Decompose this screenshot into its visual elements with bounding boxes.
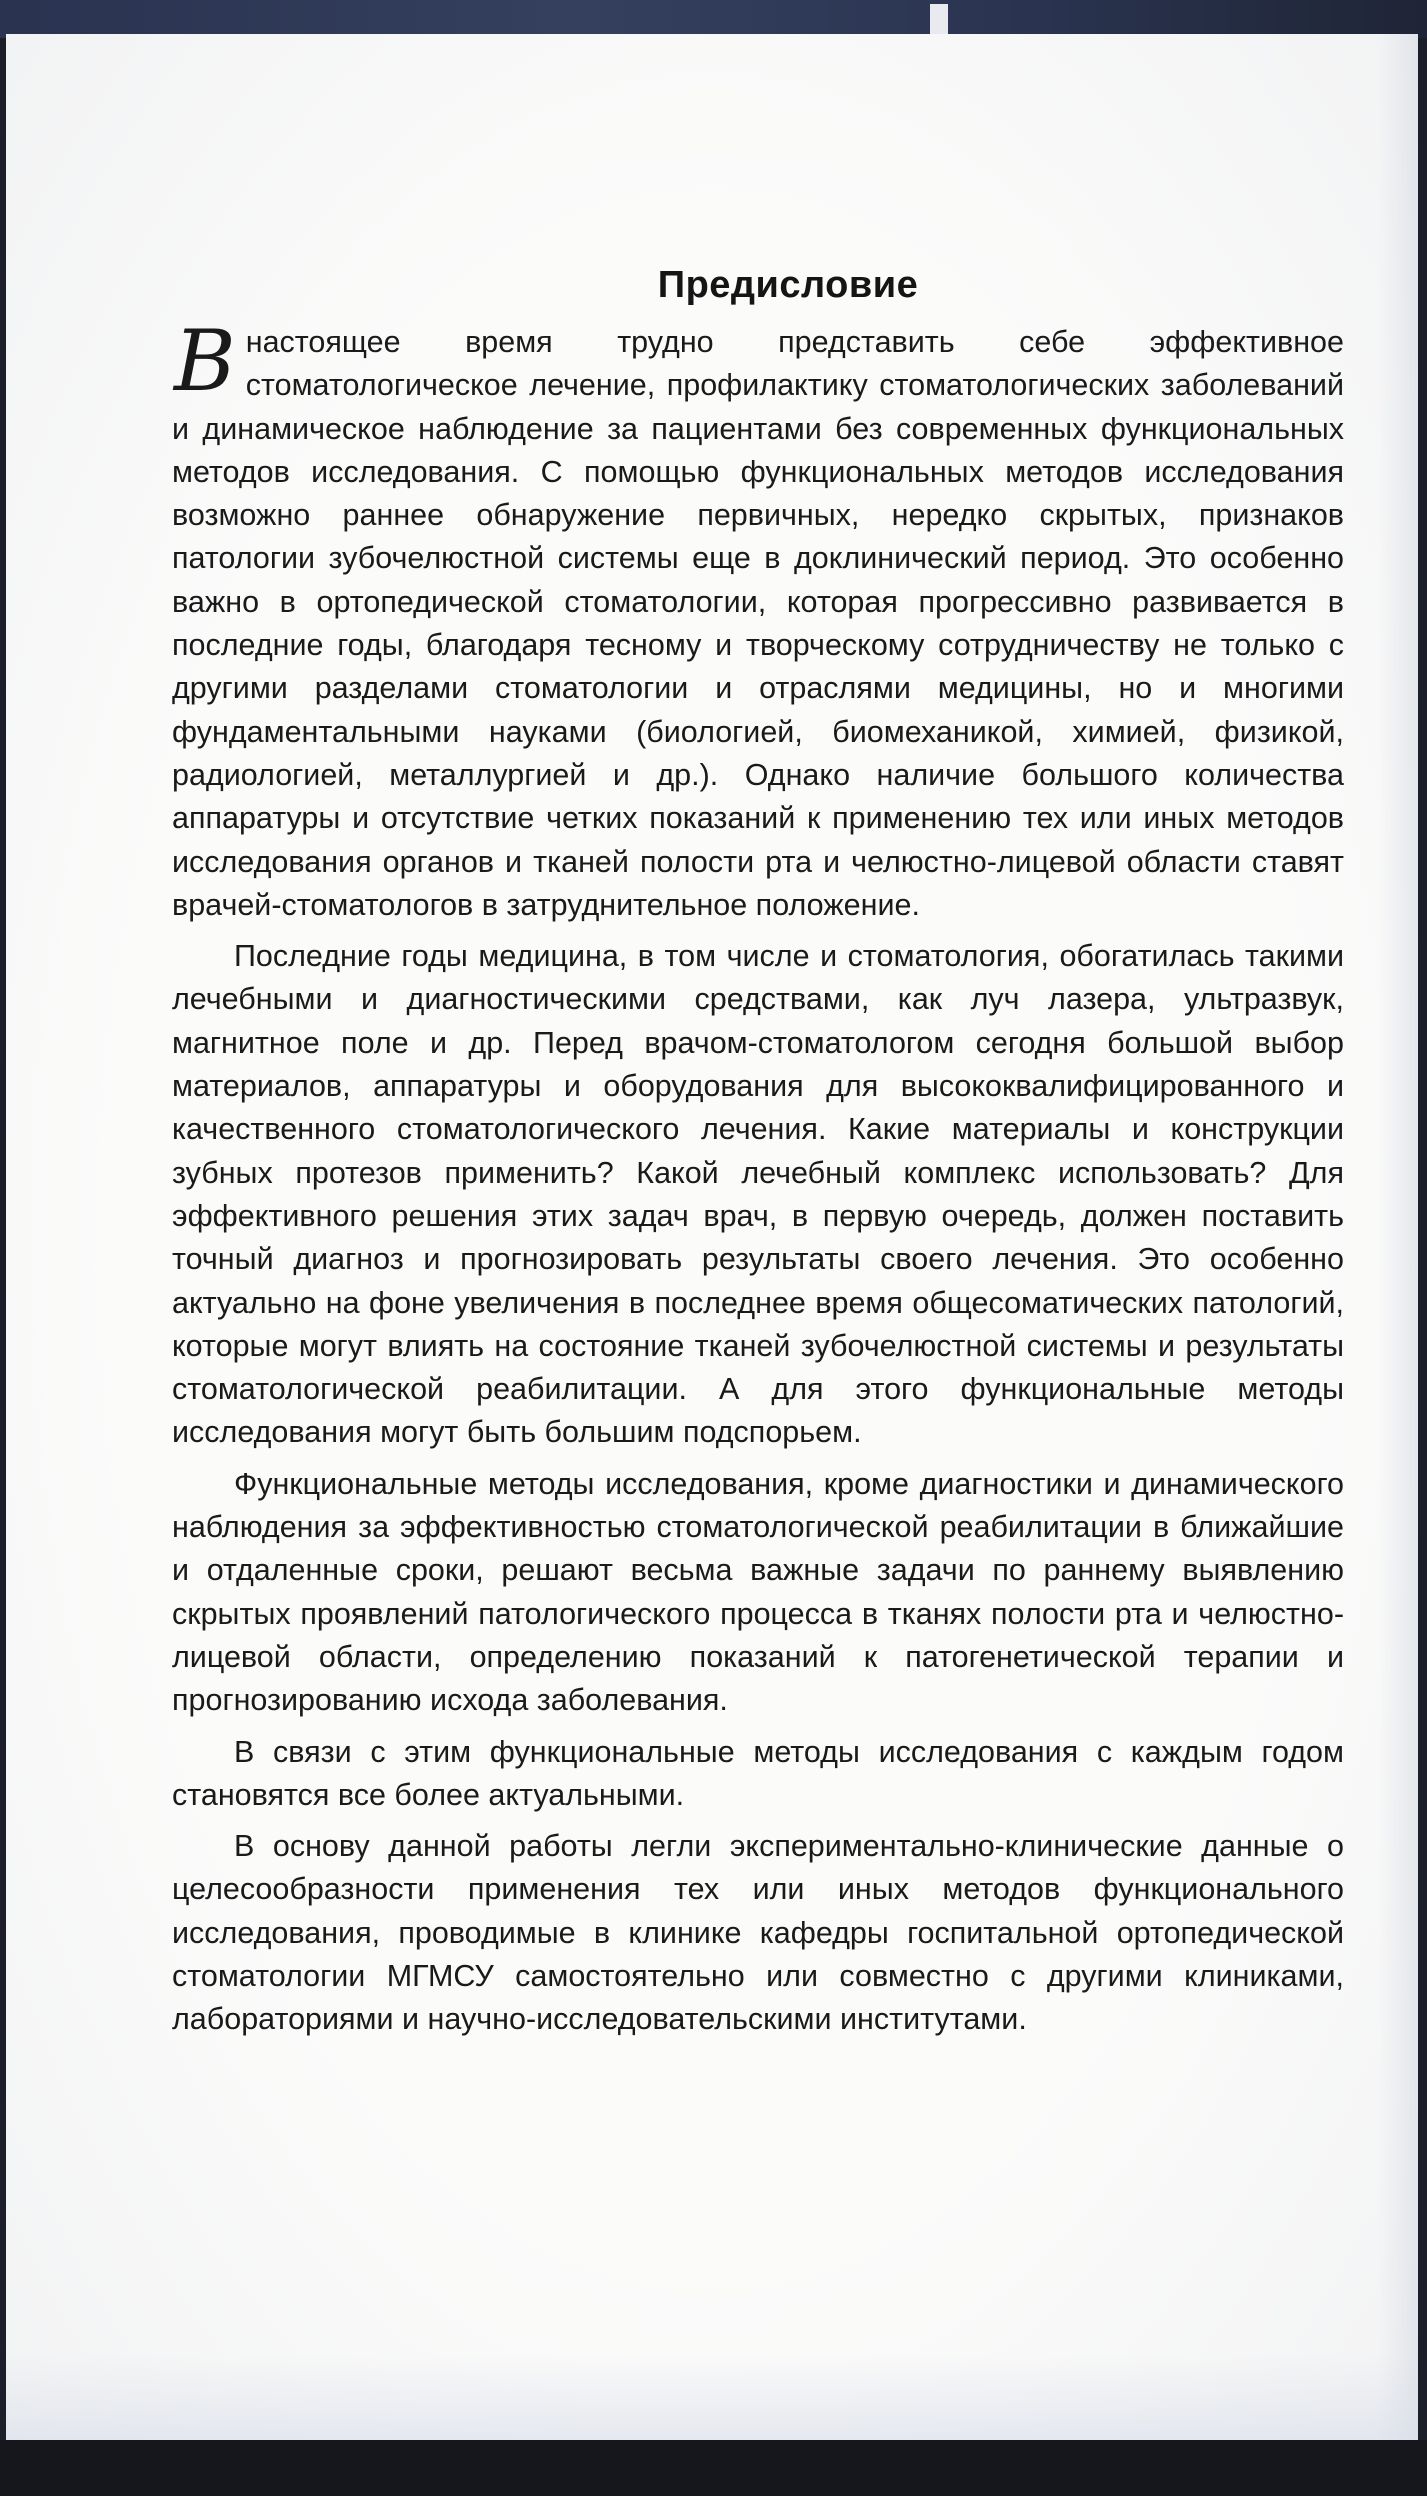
- book-page: [6, 34, 1418, 2444]
- scan-bottom-edge: [0, 2440, 1427, 2496]
- paragraph-1: [172, 312, 1344, 927]
- drop-cap: В: [174, 312, 236, 410]
- scan-edge-mark: [930, 4, 948, 34]
- paragraph-2: Последние годы медицина, в том числе и стоматология, обогатилась такими лечебными и диагностическими средствами, как луч лазера, ультразвук, магнитное поле и др. Перед врачом-стоматологом сегодня большой выбор материалов, аппаратуры и оборудования для высококвалифицированного и качественного стоматологического лечения. Какие материалы и конструкции зубных протезов применить? Какой лечебный комплекс использовать? Для эффективного решения этих задач врач, в первую очередь, должен поставить точный диагноз и прогнозировать результаты своего лечения. Это особенно актуально на фоне увеличения в последнее время общесоматических патологий, которые могут влиять на состояние тканей зубочелюстной системы и результаты стоматологической реабилитации. А для этого функциональные методы исследования могут быть большим подспорьем.: [172, 939, 1344, 1450]
- page-shadow-right: [1378, 34, 1418, 2444]
- page-shadow-bottom: [6, 2354, 1418, 2444]
- scan-top-edge: [0, 0, 1427, 38]
- page-content: [172, 264, 1344, 2050]
- page-title: Предисловие: [657, 264, 919, 306]
- paragraph-5: В основу данной работы легли экспериментально-клинические данные о целесообразности применения тех или иных методов функционального исследования, проводимые в клинике кафедры госпитальной ортопедической стоматологии МГМСУ самостоятельно или совместно с другими клиниками, лабораториями и научно-исследовательскими институтами.: [172, 1829, 1344, 2037]
- paragraph-4: В связи с этим функциональные методы исследования с каждым годом становятся все более актуальными.: [172, 1734, 1344, 1812]
- paragraph-1-text: настоящее время трудно представить себе эффективное стоматологическое лечение, профилактику стоматологических заболеваний и динамическое наблюдение за пациентами без современных функциональных методов исследования. С помощью функциональных методов исследования возможно раннее обнаружение первичных, нередко скрытых, признаков патологии зубочелюстной системы еще в доклинический период. Это особенно важно в ортопедической стоматологии, которая прогрессивно развивается в последние годы, благодаря тесному и творческому сотрудничеству не только с другими разделами стоматологии и отраслями медицины, но и многими фундаментальными науками (биологией, биомеханикой, химией, физикой, радиологией, металлургией и др.). Однако наличие большого количества аппаратуры и отсутствие четких показаний к применению тех или иных методов исследования органов и тканей полости рта и челюстно-лицевой области ставят врачей-стоматологов в затруднительное положение.: [172, 325, 1344, 922]
- paragraph-3: Функциональные методы исследования, кроме диагностики и динамического наблюдения за эффективностью стоматологической реабилитации в ближайшие и отдаленные сроки, решают весьма важные задачи по раннему выявлению скрытых проявлений патологического процесса в тканях полости рта и челюстно-лицевой области, определению показаний к патогенетической терапии и прогнозированию исхода заболевания.: [172, 1466, 1344, 1718]
